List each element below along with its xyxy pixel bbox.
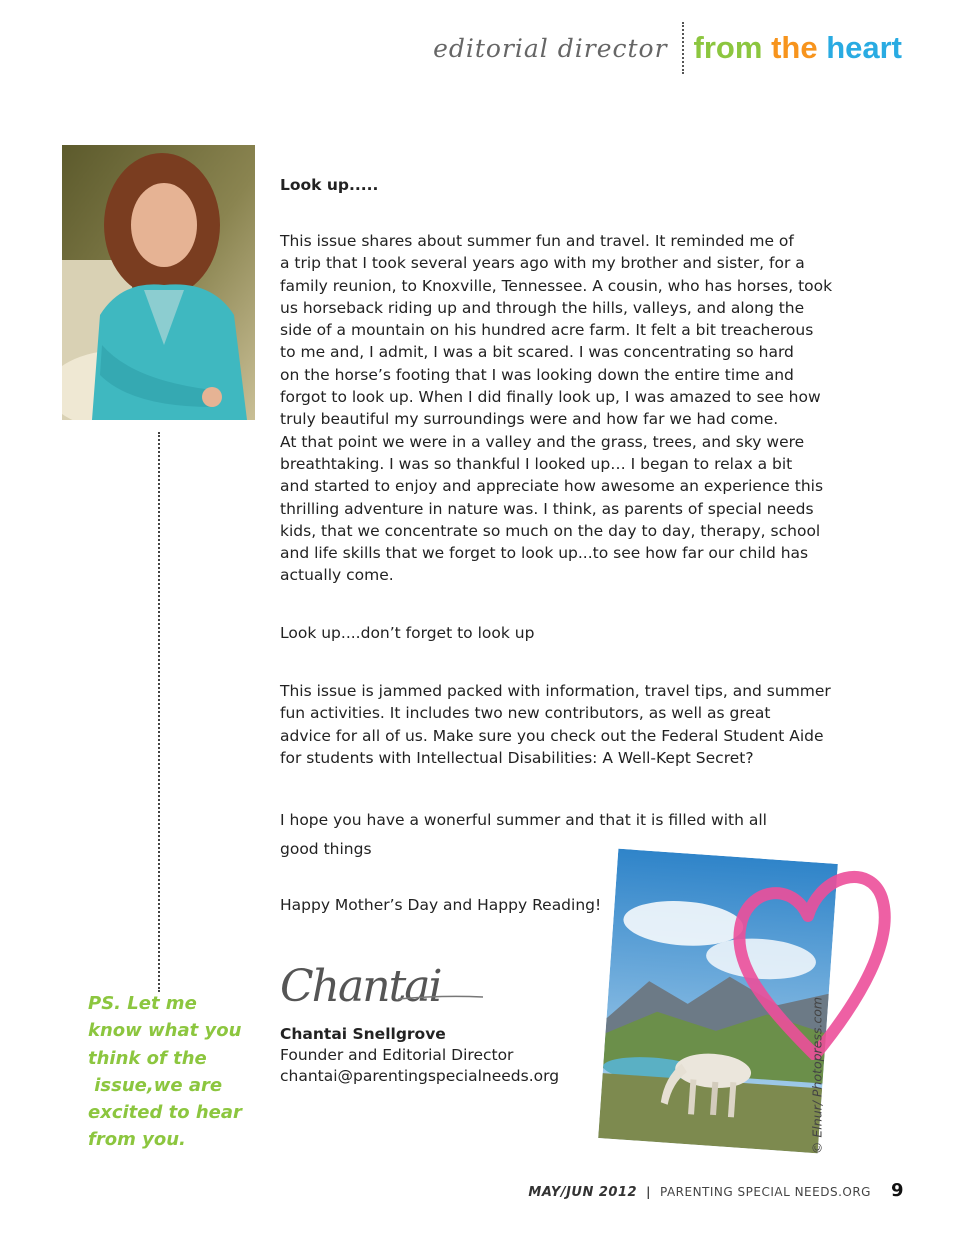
ps-line: know what you <box>88 1020 242 1042</box>
text-line: This issue is jammed packed with information, travel tips, and summer <box>280 682 831 700</box>
text-line: us horseback riding up and through the hills, valleys, and along the <box>280 298 805 317</box>
header-divider <box>682 22 684 74</box>
text-line: side of a mountain on his hundred acre farm. It felt a bit treacherous <box>280 321 814 340</box>
text-line: truly beautiful my surroundings were and how far we had come. <box>280 410 779 429</box>
author-name: Chantai Snellgrove <box>280 1025 446 1043</box>
ps-line: from you. <box>88 1129 186 1151</box>
text-line: breathtaking. I was so thankful I looked up… I began to relax a bit <box>280 454 793 473</box>
title-word-heart: heart <box>826 30 902 65</box>
text-line: At that point we were in a valley and the grass, trees, and sky were <box>280 432 805 451</box>
text-line: Happy Mother’s Day and Happy Reading! <box>280 896 602 914</box>
text-line: Look up....don’t forget to look up <box>280 624 535 642</box>
dotted-divider <box>158 432 160 992</box>
author-title: Founder and Editorial Director <box>280 1046 514 1064</box>
page-footer <box>528 1180 904 1201</box>
letter-greeting: Look up..... <box>280 176 379 194</box>
text-line: and started to enjoy and appreciate how awesome an experience this <box>280 477 824 496</box>
author-photo <box>62 145 255 420</box>
handwritten-signature <box>278 955 488 1015</box>
footer-separator: | <box>646 1185 651 1199</box>
text-line: actually come. <box>280 566 394 585</box>
author-email[interactable]: chantai@parentingspecialneeds.org <box>280 1067 560 1085</box>
paragraph-1 <box>280 230 832 587</box>
column-title <box>694 30 902 66</box>
paragraph-3 <box>280 680 831 769</box>
text-line: I hope you have a wonerful summer and that it is filled with all <box>280 811 767 829</box>
title-word-the: the <box>771 30 818 65</box>
page-header <box>433 22 902 74</box>
site-name: PARENTING SPECIAL NEEDS.ORG <box>659 1185 871 1199</box>
paragraph-5 <box>280 894 601 916</box>
text-line: good things <box>280 840 372 858</box>
text-line: kids, that we concentrate so much on the day to day, therapy, school <box>280 521 821 540</box>
text-line: to me and, I admit, I was a bit scared. I was concentrating so hard <box>280 343 794 362</box>
text-line: on the horse’s footing that I was looking down the entire time and <box>280 365 794 384</box>
text-line: for students with Intellectual Disabilities: A Well-Kept Secret? <box>280 748 754 767</box>
ps-line: excited to hear <box>88 1102 242 1124</box>
text-line: and life skills that we forget to look up...to see how far our child has <box>280 544 809 563</box>
ps-line: think of the <box>88 1047 207 1069</box>
paragraph-2 <box>280 622 534 644</box>
page-number: 9 <box>890 1180 904 1201</box>
signature-block <box>280 1024 559 1087</box>
issue-date: MAY/JUN 2012 <box>528 1185 638 1200</box>
svg-text:Chantai: Chantai <box>280 961 441 1012</box>
text-line: family reunion, to Knoxville, Tennessee. A cousin, who has horses, took <box>280 276 833 295</box>
ps-line: PS. Let me <box>88 993 197 1014</box>
ps-note <box>88 990 248 1154</box>
text-line: advice for all of us. Make sure you check out the Federal Student Aide <box>280 726 824 745</box>
text-line: fun activities. It includes two new contributors, as well as great <box>280 704 771 723</box>
text-line: thrilling adventure in nature was. I think, as parents of special needs <box>280 499 814 518</box>
photo-credit: © Elnur/ Photopress.com <box>809 996 825 1155</box>
text-line: forgot to look up. When I did finally look up, I was amazed to see how <box>280 388 821 407</box>
text-line: This issue shares about summer fun and travel. It reminded me of <box>280 232 794 250</box>
title-word-from: from <box>693 30 763 65</box>
text-line: a trip that I took several years ago with my brother and sister, for a <box>280 254 805 273</box>
section-label: editorial director <box>433 33 668 63</box>
ps-line: issue,we are <box>88 1074 223 1096</box>
